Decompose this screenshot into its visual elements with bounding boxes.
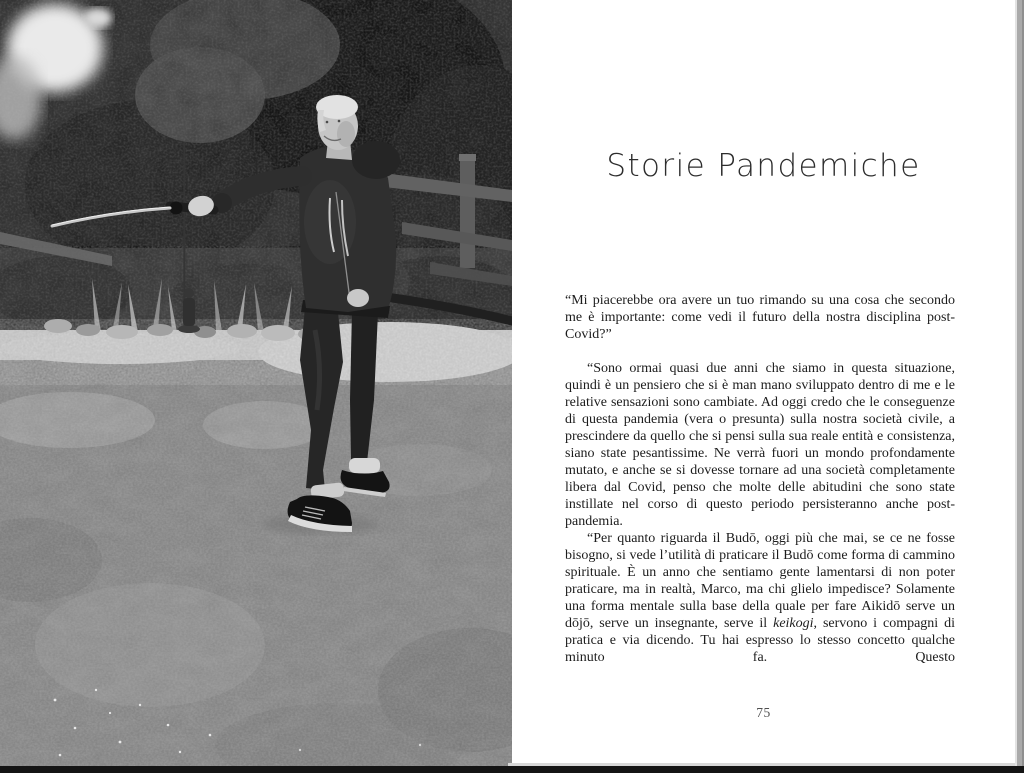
hood-bunch (352, 141, 400, 179)
eye-right (338, 120, 341, 123)
lawn (0, 350, 512, 767)
window-scrollbar[interactable] (1015, 0, 1024, 766)
eye-left (326, 121, 329, 124)
answer-2-text-before: “Per quanto riguarda il Budō, oggi più che mai, se ce ne fosse bisogno, si vede l’utilità di praticare il Budō come forma di cammino spirituale. È un anno che sentiamo gente lamentarsi di non poter praticare, ma in realtà, Marco, ma chi glielo impedisce? Solamente una forma mentale sulla base della quale per fare Aikidō serve un dōjō, serve un insegnante, serve il (565, 531, 955, 631)
paragraph-answer-1: “Sono ormai quasi due anni che siamo in questa situazione, quindi è un pensiero che si è man mano sviluppato dentro di me e le relative sensazioni sono cambiate. Ad oggi credo che le conseguenze di questa pandemia (vera o presunta) sulla nostra società civile, a prescindere da quello che si pensi sulla sua reale entità e consistenza, siano state pesantissime. Ne verrà fuori un mondo profondamente mutato, e anche se si dovesse tornare ad una società completamente libera dal Covid, penso che molte delle abitudini che sono state instillate nel corso di questo periodo persisteranno anche post-pandemia. (565, 361, 955, 529)
answer-2-text-after: , servono i compagni di pratica e via dicendo. Tu hai espresso lo stesso concetto qualche minuto fa. Questo (565, 616, 955, 665)
page-title: Storie Pandemiche (606, 148, 921, 184)
jaw-shading (337, 121, 355, 147)
photo-man-with-sword (0, 0, 512, 767)
left-hand (347, 289, 369, 307)
page-number: 75 (756, 705, 771, 720)
page-body (565, 292, 955, 666)
paragraph-question: “Mi piacerebbe ora avere un tuo rimando su una cosa che secondo me è importante: come vedi il futuro della nostra disciplina post-Covid?” (565, 293, 955, 342)
paragraph-answer-2 (565, 530, 955, 666)
back-sock (349, 458, 380, 473)
book-page (512, 0, 1015, 767)
window-bottom-edge (0, 766, 1024, 773)
italic-term-keikogi: keikogi (773, 616, 814, 631)
